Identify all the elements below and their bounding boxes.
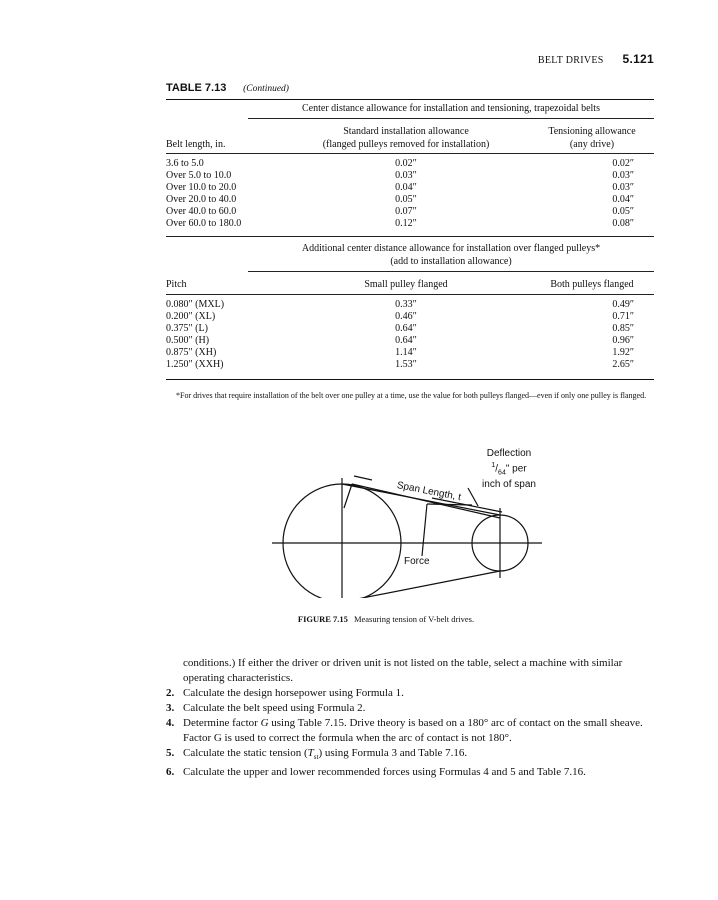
table-row: 0.080″ (MXL) 0.33″ 0.49″ <box>166 299 634 310</box>
table-row: Over 5.0 to 10.0 0.03″ 0.03″ <box>166 170 634 181</box>
section2-header-rule <box>166 294 654 295</box>
span-length-label: Span Length, t <box>395 480 462 504</box>
force-label: Force <box>404 556 430 567</box>
list-item: 3. Calculate the belt speed using Formula 2. <box>166 702 366 714</box>
section1-caption-rule <box>248 118 654 119</box>
table-row: Over 20.0 to 40.0 0.05″ 0.04″ <box>166 194 634 205</box>
section2-caption-line2: (add to installation allowance) <box>390 256 512 267</box>
page-number: 5.121 <box>622 52 654 66</box>
deflection-word: Deflection <box>486 448 532 459</box>
figure-caption-text: Measuring tension of V-belt drives. <box>353 614 475 624</box>
tangent-mark-left <box>344 484 352 508</box>
section1-col2-header-line1: Standard installation allowance <box>343 126 469 137</box>
section2-col1-header: Pitch <box>166 279 187 290</box>
table-bottom-rule <box>166 379 654 380</box>
section2-col3-header: Both pulleys flanged <box>550 279 634 290</box>
running-title: BELT DRIVES <box>537 55 604 66</box>
section2-caption-rule <box>248 271 654 272</box>
table-top-rule <box>166 99 654 100</box>
table-row: 0.500″ (H) 0.64″ 0.96″ <box>166 335 634 346</box>
table-row: Over 40.0 to 60.0 0.07″ 0.05″ <box>166 206 634 217</box>
section1-bottom-rule <box>166 236 654 237</box>
deflection-fraction: $^1/_{64}$" per <box>491 462 527 477</box>
table-row: Over 10.0 to 20.0 0.04″ 0.03″ <box>166 182 634 193</box>
section1-col3-header-line1: Tensioning allowance <box>548 126 636 137</box>
inch-of-span: inch of span <box>482 479 536 491</box>
section1-col2-header-line2: (flanged pulleys removed for installation) <box>322 139 490 150</box>
table-row: 0.875″ (XH) 1.14″ 1.92″ <box>166 347 634 358</box>
section2-caption-line1: Additional center distance allowance for installation over flanged pulleys* <box>301 243 601 254</box>
section1-col1-header: Belt length, in. <box>166 139 226 150</box>
list-item: 5. Calculate the static tension $(T_{st})$ using Formula 3 and Table 7.16. <box>166 747 468 762</box>
table-continued: (Continued) <box>243 84 289 94</box>
table-row: Over 60.0 to 180.0 0.12″ 0.08″ <box>166 218 634 229</box>
table-footnote: *For drives that require installation of the belt over one pulley at a time, use the value for both pulleys flanged—even if only one pulley is flanged. <box>176 391 647 400</box>
deflection-label <box>474 448 544 491</box>
list-item: 2. Calculate the design horsepower using Formula 1. <box>166 687 404 699</box>
section1-col3-header-line2: (any drive) <box>569 139 615 150</box>
section1-header-rule <box>166 153 654 154</box>
figure-caption <box>166 614 606 624</box>
table-title <box>166 82 289 94</box>
table-row: 0.375″ (L) 0.64″ 0.85″ <box>166 323 634 334</box>
running-header <box>538 52 654 66</box>
force-arrow <box>422 504 427 556</box>
figure-number: FIGURE 7.15 <box>297 614 348 624</box>
span-leader-left <box>354 476 372 480</box>
table-label: TABLE 7.13 <box>166 82 227 94</box>
figure-vbelt-tension <box>272 438 552 603</box>
belt-bottom-line <box>342 571 500 598</box>
intro-paragraph: conditions.) If either the driver or driven unit is not listed on the table, select a machine with similar operating characteristics. <box>183 657 623 684</box>
table-row: 3.6 to 5.0 0.02″ 0.02″ <box>166 158 634 169</box>
body-text <box>166 656 656 780</box>
section1-caption: Center distance allowance for installation and tensioning, trapezoidal belts <box>302 103 600 114</box>
section2-col2-header: Small pulley flanged <box>364 279 448 290</box>
table-row: 0.200″ (XL) 0.46″ 0.71″ <box>166 311 634 322</box>
list-item: 4. Determine factor G using Table 7.15. Drive theory is based on a 180° arc of contact on the small sheave. Factor G is used to correct the formula when the arc of contact is not 180°. <box>166 717 643 744</box>
table-row: 1.250″ (XXH) 1.53″ 2.65″ <box>166 359 634 370</box>
list-item: 6. Calculate the upper and lower recommended forces using Formulas 4 and 5 and Table 7.16. <box>166 766 586 779</box>
